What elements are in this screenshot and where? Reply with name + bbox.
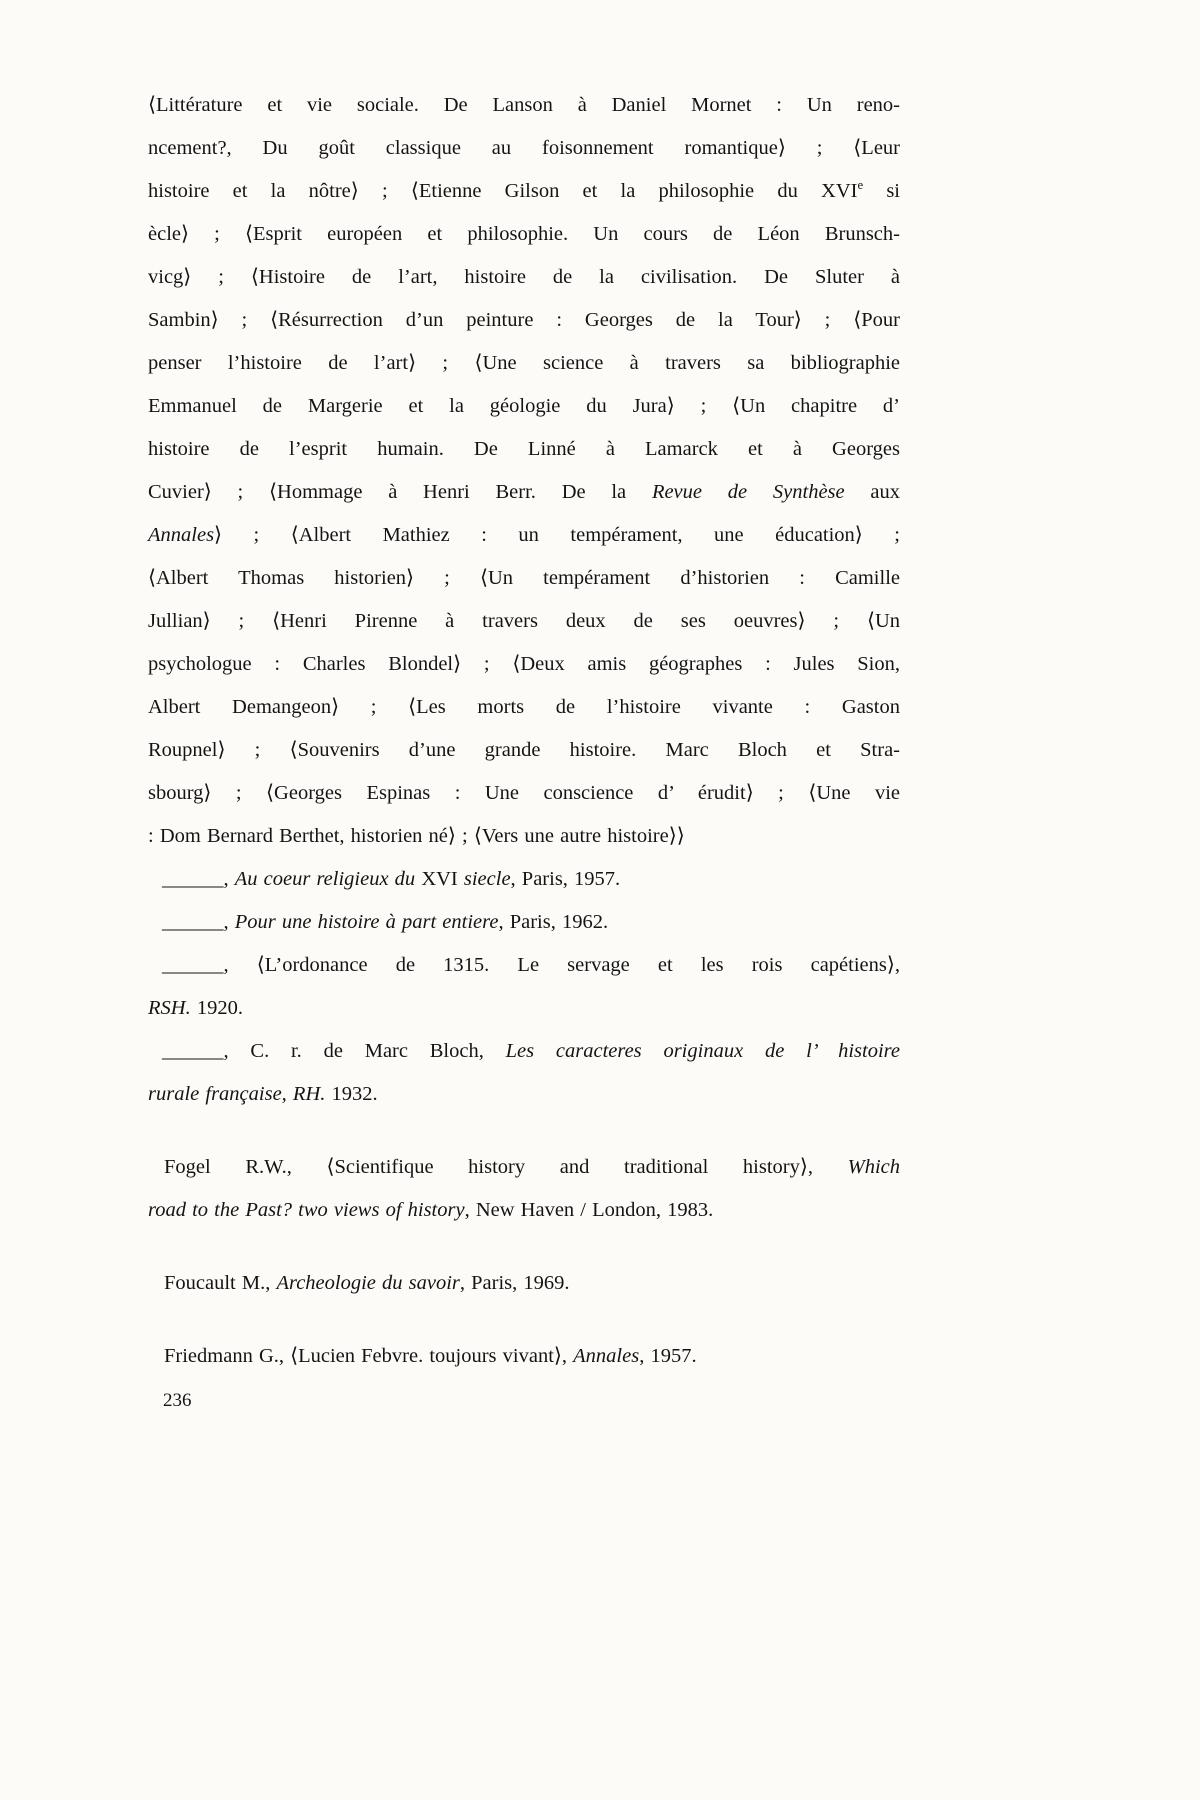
text-segment: 1932. bbox=[325, 1083, 378, 1105]
text-line bbox=[148, 84, 900, 127]
text-segment: vicg⟩ ; ⟨Histoire de l’art, histoire de la civilisation. De Sluter à bbox=[148, 266, 900, 288]
text-line bbox=[148, 987, 900, 1030]
text-line bbox=[148, 1146, 900, 1189]
text-line bbox=[148, 385, 900, 428]
text-line bbox=[148, 815, 900, 858]
text-line bbox=[148, 901, 900, 944]
text-line bbox=[148, 342, 900, 385]
text-line bbox=[148, 127, 900, 170]
text-segment: histoire de l’esprit humain. De Linné à Lamarck et à Georges bbox=[148, 438, 900, 460]
italic-segment: Which bbox=[847, 1156, 900, 1178]
text-line bbox=[148, 1335, 900, 1378]
text-segment: Foucault M., bbox=[164, 1272, 277, 1294]
text-line bbox=[148, 686, 900, 729]
italic-segment: Annales bbox=[573, 1345, 640, 1367]
text-segment: , New Haven / London, 1983. bbox=[464, 1199, 714, 1221]
text-segment: , 1957. bbox=[639, 1345, 697, 1367]
text-line bbox=[148, 514, 900, 557]
text-line bbox=[148, 428, 900, 471]
text-line bbox=[148, 1073, 900, 1116]
text-segment: aux bbox=[844, 481, 900, 503]
text-line bbox=[148, 256, 900, 299]
text-segment: Sambin⟩ ; ⟨Résurrection d’un peinture : Georges de la Tour⟩ ; ⟨Pour bbox=[148, 309, 900, 331]
text-line bbox=[148, 729, 900, 772]
text-segment: , Paris, 1957. bbox=[510, 868, 621, 890]
text-segment: si bbox=[863, 180, 900, 202]
text-segment: ______, bbox=[162, 911, 235, 933]
text-segment: , Paris, 1962. bbox=[498, 911, 609, 933]
text-segment: Emmanuel de Margerie et la géologie du Jura⟩ ; ⟨Un chapitre d’ bbox=[148, 395, 900, 417]
text-segment: ⟩ ; ⟨Albert Mathiez : un tempérament, une éducation⟩ ; bbox=[214, 524, 900, 546]
text-line bbox=[148, 170, 900, 213]
text-segment: ______, ⟨L’ordonance de 1315. Le servage et les rois capétiens⟩, bbox=[162, 954, 900, 976]
text-segment: ⟨Littérature et vie sociale. De Lanson à Daniel Mornet : Un reno- bbox=[148, 94, 900, 116]
italic-segment: Archeologie du savoir bbox=[276, 1272, 460, 1294]
italic-segment: rurale française, RH. bbox=[148, 1083, 326, 1105]
italic-segment: road to the Past? two views of history bbox=[148, 1199, 465, 1221]
text-segment: ncement?, Du goût classique au foisonnement romantique⟩ ; ⟨Leur bbox=[148, 137, 900, 159]
text-segment: sbourg⟩ ; ⟨Georges Espinas : Une conscience d’ érudit⟩ ; ⟨Une vie bbox=[148, 782, 900, 804]
text-segment: penser l’histoire de l’art⟩ ; ⟨Une science à travers sa bibliographie bbox=[148, 352, 900, 374]
italic-segment: siecle bbox=[457, 868, 511, 890]
text-line bbox=[148, 643, 900, 686]
text-block bbox=[148, 84, 900, 1378]
italic-segment: Au coeur religieux du bbox=[234, 868, 422, 890]
text-line bbox=[148, 213, 900, 256]
text-segment: : Dom Bernard Berthet, historien né⟩ ; ⟨Vers une autre histoire⟩⟩ bbox=[148, 825, 685, 847]
text-line bbox=[148, 1189, 900, 1232]
text-segment: ______, C. r. de Marc Bloch, bbox=[162, 1040, 506, 1062]
text-line bbox=[148, 1262, 900, 1305]
text-line bbox=[148, 1030, 900, 1073]
text-segment: psychologue : Charles Blondel⟩ ; ⟨Deux amis géographes : Jules Sion, bbox=[148, 653, 900, 675]
text-line bbox=[148, 557, 900, 600]
superscript-segment: e bbox=[857, 178, 864, 193]
text-segment: Cuvier⟩ ; ⟨Hommage à Henri Berr. De la bbox=[148, 481, 652, 503]
page-number: 236 bbox=[163, 1390, 192, 1411]
text-line bbox=[148, 600, 900, 643]
text-segment: 1920. bbox=[190, 997, 243, 1019]
italic-segment: Pour une histoire à part entiere bbox=[234, 911, 499, 933]
text-segment: ⟨Albert Thomas historien⟩ ; ⟨Un tempérament d’historien : Camille bbox=[148, 567, 900, 589]
italic-segment: Annales bbox=[148, 524, 215, 546]
text-line bbox=[148, 772, 900, 815]
text-segment: Friedmann G., ⟨Lucien Febvre. toujours vivant⟩, bbox=[164, 1345, 574, 1367]
text-segment: XVI bbox=[821, 180, 858, 202]
text-line bbox=[148, 944, 900, 987]
italic-segment: RSH. bbox=[148, 997, 191, 1019]
text-segment: , Paris, 1969. bbox=[459, 1272, 570, 1294]
italic-segment: Les caracteres originaux de l’ histoire bbox=[505, 1040, 900, 1062]
italic-segment: Revue de Synthèse bbox=[651, 481, 845, 503]
text-line bbox=[148, 299, 900, 342]
text-segment: XVI bbox=[421, 868, 458, 890]
text-segment: Jullian⟩ ; ⟨Henri Pirenne à travers deux de ses oeuvres⟩ ; ⟨Un bbox=[148, 610, 900, 632]
text-line bbox=[148, 471, 900, 514]
text-segment: ______, bbox=[162, 868, 235, 890]
text-line bbox=[148, 858, 900, 901]
text-segment: Roupnel⟩ ; ⟨Souvenirs d’une grande histoire. Marc Bloch et Stra- bbox=[148, 739, 900, 761]
text-segment: ècle⟩ ; ⟨Esprit européen et philosophie. Un cours de Léon Brunsch- bbox=[148, 223, 900, 245]
text-segment: histoire et la nôtre⟩ ; ⟨Etienne Gilson et la philosophie du bbox=[148, 180, 822, 202]
text-segment: Albert Demangeon⟩ ; ⟨Les morts de l’histoire vivante : Gaston bbox=[148, 696, 900, 718]
text-segment: Fogel R.W., ⟨Scientifique history and traditional history⟩, bbox=[164, 1156, 848, 1178]
